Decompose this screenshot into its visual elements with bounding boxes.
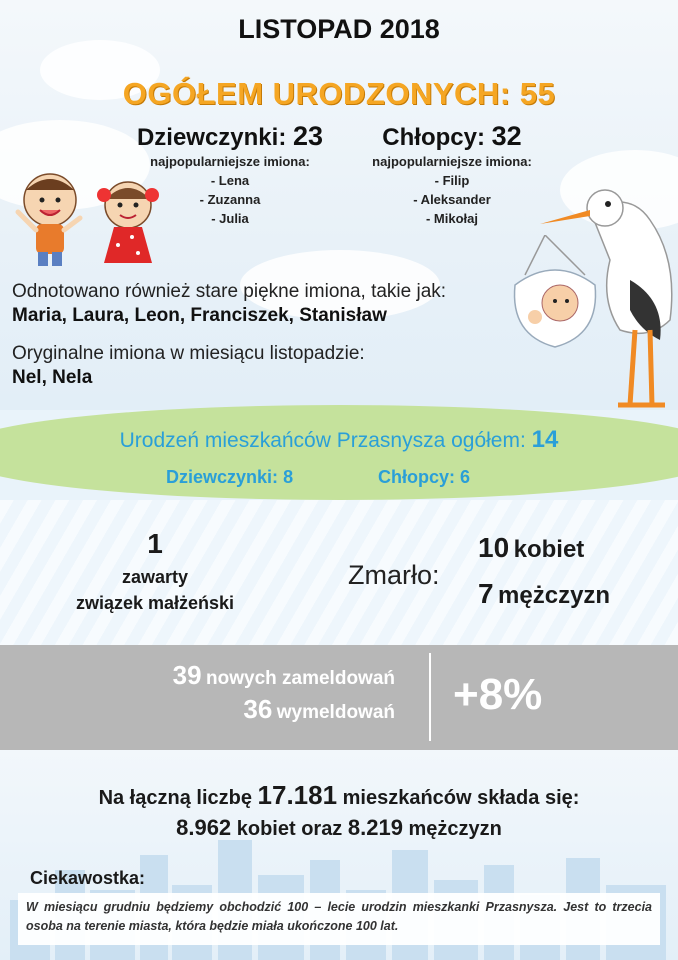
boys-name-3: - Mikołaj: [425, 211, 478, 226]
fact-text: W miesiącu grudniu będziemy obchodzić 100 – lecie urodzin mieszkanki Przasnysza. Jest to trzecia osoba na terenie miasta, która będzie miała ukończone 100 lat.: [26, 900, 652, 933]
total-births-value: 55: [519, 76, 556, 111]
deaths-men-label: mężczyzn: [498, 582, 611, 609]
deaths-men: [478, 578, 610, 610]
registrations-divider: [429, 653, 431, 741]
deregistrations-count: 36: [243, 694, 273, 724]
residents-boys: [378, 467, 470, 488]
total-births: [0, 76, 678, 112]
marriages-count: 1: [147, 528, 163, 559]
girls-names-label: najpopularniejsze imiona:: [150, 154, 310, 169]
population-intro: Na łączną liczbę: [98, 787, 252, 809]
girls-count: 23: [293, 121, 324, 151]
baby-icon: [505, 235, 605, 355]
girls-name-1: - Lena: [210, 173, 250, 188]
boys-name-2: - Aleksander: [413, 192, 491, 207]
population-men: 8.219: [347, 815, 403, 840]
new-registrations-label: nowych zameldowań: [206, 668, 395, 689]
population-men-label: mężczyzn: [408, 818, 502, 840]
girls-name-2: - Zuzanna: [199, 192, 261, 207]
boys-label: Chłopcy:: [382, 124, 485, 151]
deaths-women: [478, 532, 584, 564]
residents-boys-label: Chłopcy:: [378, 467, 456, 487]
residents-girls-value: 8: [283, 467, 294, 487]
deaths-women-count: 10: [478, 532, 510, 563]
residents-births-value: 14: [531, 426, 559, 453]
residents-girls-label: Dziewczynki:: [166, 467, 279, 487]
new-registrations-count: 39: [172, 660, 202, 690]
population-women: 8.962: [176, 815, 232, 840]
residents-girls: [166, 467, 293, 488]
marriages-line2: związek małżeński: [75, 593, 235, 613]
old-names-intro: Odnotowano również stare piękne imiona, takie jak:: [12, 281, 447, 302]
girls-name-3: - Julia: [211, 211, 249, 226]
population-change: +8%: [453, 670, 543, 719]
deregistrations: [130, 694, 395, 725]
deaths-men-count: 7: [478, 578, 494, 609]
population-suffix: mieszkańców składa się:: [342, 787, 580, 809]
new-registrations: [130, 660, 395, 691]
marriages-section: [40, 528, 270, 616]
boys-names-label: najpopularniejsze imiona:: [372, 154, 532, 169]
deaths-women-label: kobiet: [513, 536, 585, 563]
girls-label: Dziewczynki:: [136, 124, 287, 151]
residents-births-label: Urodzeń mieszkańców Przasnysza ogółem:: [119, 429, 526, 452]
page-title: LISTOPAD 2018: [238, 14, 440, 44]
boys-name-1: - Filip: [434, 173, 470, 188]
residents-births: [0, 426, 678, 454]
old-names-list: Maria, Laura, Leon, Franciszek, Stanisław: [12, 305, 387, 326]
boys-count: 32: [491, 121, 522, 151]
girl-icon: [88, 175, 178, 275]
marriages-line1: zawarty: [121, 567, 189, 587]
deaths-label: Zmarło:: [348, 560, 440, 590]
population-line1: [0, 780, 678, 811]
residents-boys-value: 6: [460, 467, 471, 487]
original-names-list: Nel, Nela: [12, 367, 93, 388]
population-mid: kobiet oraz: [236, 818, 343, 840]
population-line2: [0, 815, 678, 841]
population-total: 17.181: [257, 780, 338, 810]
fact-title: Ciekawostka:: [30, 868, 146, 888]
total-births-label: OGÓŁEM URODZONYCH:: [122, 76, 511, 111]
deregistrations-label: wymeldowań: [276, 702, 395, 723]
original-names-intro: Oryginalne imiona w miesiącu listopadzie:: [12, 343, 365, 364]
